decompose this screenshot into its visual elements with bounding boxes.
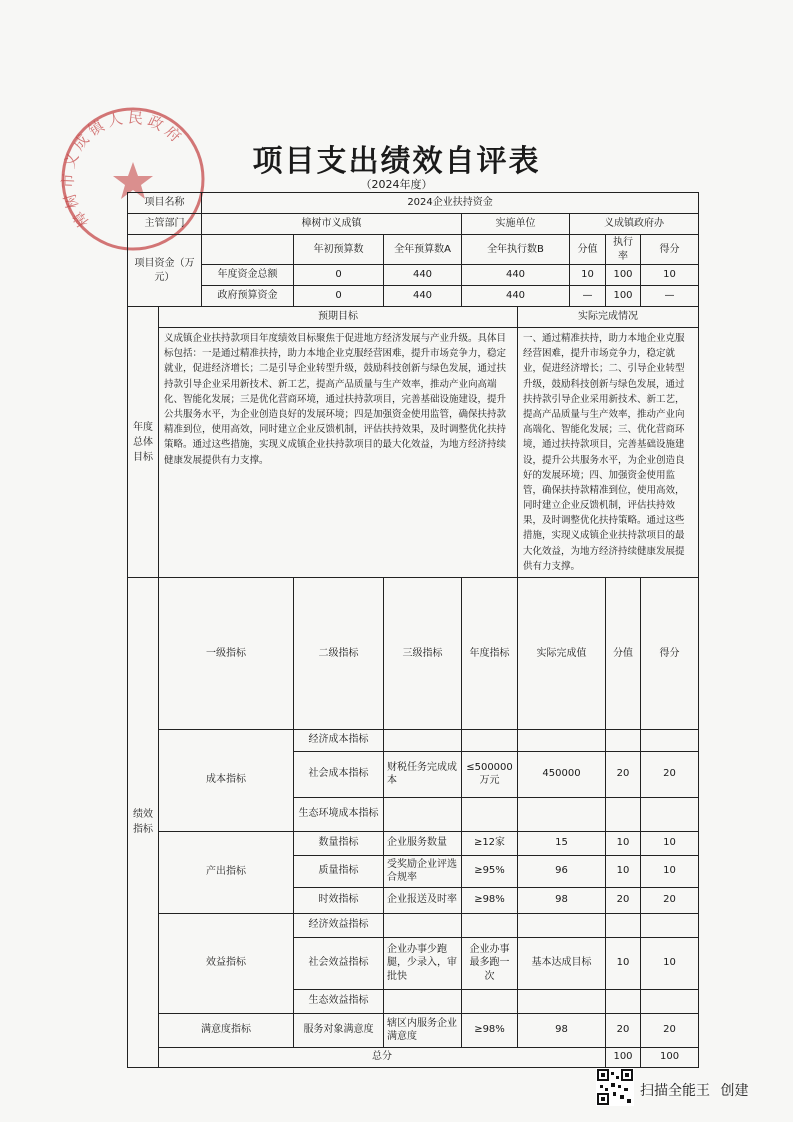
- department-value: 樟树市义成镇: [202, 214, 462, 235]
- funds-rate: 100: [606, 286, 641, 307]
- score-value: 10: [606, 937, 641, 989]
- target: ≤500000万元: [462, 751, 518, 797]
- score: 10: [641, 937, 699, 989]
- funds-row: [128, 286, 699, 307]
- department-row: [128, 214, 699, 235]
- scanner-app-name: 扫描全能王: [640, 1083, 710, 1099]
- level3: [384, 797, 462, 831]
- initial-budget-header: 年初预算数: [294, 235, 384, 265]
- funds-annual: 440: [384, 265, 462, 286]
- score: 20: [641, 1013, 699, 1047]
- funds-initial: 0: [294, 265, 384, 286]
- indicator-header: 实际完成值: [518, 578, 606, 730]
- level2: 社会成本指标: [294, 751, 384, 797]
- level2: 服务对象满意度: [294, 1013, 384, 1047]
- funds-score: 10: [641, 265, 699, 286]
- target: [462, 729, 518, 751]
- level2: 生态效益指标: [294, 989, 384, 1013]
- target: ≥95%: [462, 855, 518, 887]
- target: ≥12家: [462, 831, 518, 855]
- funds-row-label: 政府预算资金: [202, 286, 294, 307]
- indicator-header: 得分: [641, 578, 699, 730]
- level3: [384, 729, 462, 751]
- indicator-header: 年度指标: [462, 578, 518, 730]
- level1-benefit: 效益指标: [159, 913, 294, 1013]
- score: [641, 989, 699, 1013]
- actual-value: 15: [518, 831, 606, 855]
- score-value: [606, 797, 641, 831]
- goal-header-row: [128, 307, 699, 328]
- target: [462, 913, 518, 937]
- funds-exec: 440: [462, 265, 570, 286]
- level3: [384, 989, 462, 1013]
- actual-value: [518, 797, 606, 831]
- actual-value: 450000: [518, 751, 606, 797]
- expected-goal-header: 预期目标: [159, 307, 518, 328]
- level3: 企业报送及时率: [384, 887, 462, 913]
- total-score: 100: [641, 1047, 699, 1067]
- total-label: 总分: [159, 1047, 606, 1067]
- level3: 受奖励企业评选合规率: [384, 855, 462, 887]
- level1-output: 产出指标: [159, 831, 294, 913]
- indicator-row: [128, 831, 699, 855]
- indicator-header: 一级指标: [159, 578, 294, 730]
- implementer-value: 义成镇政府办: [570, 214, 699, 235]
- funds-exec: 440: [462, 286, 570, 307]
- target: ≥98%: [462, 887, 518, 913]
- score-value: 20: [606, 751, 641, 797]
- level2: 经济成本指标: [294, 729, 384, 751]
- scanner-action: 创建: [720, 1083, 749, 1099]
- level3: [384, 913, 462, 937]
- target: 企业办事最多跑一次: [462, 937, 518, 989]
- indicator-row: [128, 913, 699, 937]
- project-name-row: [128, 193, 699, 214]
- score-value: [606, 913, 641, 937]
- level2: 质量指标: [294, 855, 384, 887]
- score-value: 10: [606, 831, 641, 855]
- evaluation-table: [127, 192, 699, 1068]
- score-value: [606, 989, 641, 1013]
- funds-initial: 0: [294, 286, 384, 307]
- level2: 数量指标: [294, 831, 384, 855]
- score-value-header: 分值: [570, 235, 606, 265]
- annual-goal-label: 年度总体目标: [128, 307, 159, 578]
- actual-value: 98: [518, 1013, 606, 1047]
- score: [641, 729, 699, 751]
- level2: 生态环境成本指标: [294, 797, 384, 831]
- actual-value: [518, 729, 606, 751]
- score: 10: [641, 831, 699, 855]
- level3: 企业办事少跑腿，少录入，审批快: [384, 937, 462, 989]
- level3: 财税任务完成成本: [384, 751, 462, 797]
- level2: 经济效益指标: [294, 913, 384, 937]
- goal-row: [128, 328, 699, 578]
- score: [641, 913, 699, 937]
- qr-code-icon: [596, 1068, 634, 1106]
- funds-score-value: 10: [570, 265, 606, 286]
- expected-goal-text: 义成镇企业扶持款项目年度绩效目标聚焦于促进地方经济发展与产业升级。具体目标包括：一是通过精准扶持，助力本地企业克服经营困难，提升市场竞争力，稳定就业，促进经济增长；二是引导企业转型升级，鼓励科技创新与绿色发展，通过扶持款引导企业采用新技术、新工艺，提高产品质量与生产效率，推动产业向高端化、智能化发展；三是优化营商环境，通过扶持款项目，完善基础设施建设，提升公共服务水平，为企业创造良好的发展环境；四是加强资金使用监管，确保扶持款精准到位，使用高效，同时建立企业反馈机制，评估扶持效果，及时调整优化扶持策略。通过这些措施，实现义成镇企业扶持款项目的最大化效益，为地方经济持续健康发展提供有力支撑。: [159, 328, 518, 578]
- funds-row-label: 年度资金总额: [202, 265, 294, 286]
- score-got-header: 得分: [641, 235, 699, 265]
- total-value: 100: [606, 1047, 641, 1067]
- score: 10: [641, 855, 699, 887]
- exec-rate-header: 执行率: [606, 235, 641, 265]
- indicator-header: 三级指标: [384, 578, 462, 730]
- scanner-brand: [640, 1080, 748, 1100]
- score: 20: [641, 751, 699, 797]
- project-name-value: 2024企业扶持资金: [202, 193, 699, 214]
- actual-value: 基本达成目标: [518, 937, 606, 989]
- level1-satisfaction: 满意度指标: [159, 1013, 294, 1047]
- score-value: [606, 729, 641, 751]
- page-title: 项目支出绩效自评表: [252, 144, 541, 179]
- department-label: 主管部门: [128, 214, 202, 235]
- funds-row: [128, 265, 699, 286]
- indicator-row: [128, 729, 699, 751]
- seal-text: 樟树市义成镇人民政府: [58, 108, 188, 231]
- indicator-header: 分值: [606, 578, 641, 730]
- score-value: 20: [606, 1013, 641, 1047]
- funds-score-value: —: [570, 286, 606, 307]
- indicator-header: 二级指标: [294, 578, 384, 730]
- target: [462, 989, 518, 1013]
- actual-value: [518, 913, 606, 937]
- level3: 企业服务数量: [384, 831, 462, 855]
- funds-label: 项目资金（万元）: [128, 235, 202, 307]
- level2: 时效指标: [294, 887, 384, 913]
- level3: 辖区内服务企业满意度: [384, 1013, 462, 1047]
- actual-text: 一、通过精准扶持，助力本地企业克服经营困难，提升市场竞争力，稳定就业，促进经济增长；二、引导企业转型升级，鼓励科技创新与绿色发展，通过扶持款引导企业采用新技术、新工艺，提高产品质量与生产效率，推动产业向高端化、智能化发展；三、优化营商环境，通过扶持款项目，完善基础设施建设，提升公共服务水平，为企业创造良好的发展环境；四、加强资金使用监管，确保扶持款精准到位，使用高效，同时建立企业反馈机制，评估扶持效果，及时调整优化扶持策略。通过这些措施，实现义成镇企业扶持款项目的最大化效益，为地方经济持续健康发展提供有力支撑。: [518, 328, 699, 578]
- score: 20: [641, 887, 699, 913]
- funds-rate: 100: [606, 265, 641, 286]
- actual-value: [518, 989, 606, 1013]
- indicator-header-row: [128, 578, 699, 730]
- indicator-row: [128, 1013, 699, 1047]
- report-year: （2024年度）: [360, 178, 433, 191]
- funds-score: —: [641, 286, 699, 307]
- score-value: 20: [606, 887, 641, 913]
- level2: 社会效益指标: [294, 937, 384, 989]
- annual-exec-header: 全年执行数B: [462, 235, 570, 265]
- funds-header-row: [128, 235, 699, 265]
- actual-header: 实际完成情况: [518, 307, 699, 328]
- level1-cost: 成本指标: [159, 729, 294, 831]
- target: [462, 797, 518, 831]
- actual-value: 98: [518, 887, 606, 913]
- score-value: 10: [606, 855, 641, 887]
- funds-annual: 440: [384, 286, 462, 307]
- score: [641, 797, 699, 831]
- annual-budget-header: 全年预算数A: [384, 235, 462, 265]
- target: ≥98%: [462, 1013, 518, 1047]
- perf-label: 绩效指标: [128, 578, 159, 1068]
- actual-value: 96: [518, 855, 606, 887]
- project-name-label: 项目名称: [128, 193, 202, 214]
- implementer-label: 实施单位: [462, 214, 570, 235]
- total-row: [128, 1047, 699, 1067]
